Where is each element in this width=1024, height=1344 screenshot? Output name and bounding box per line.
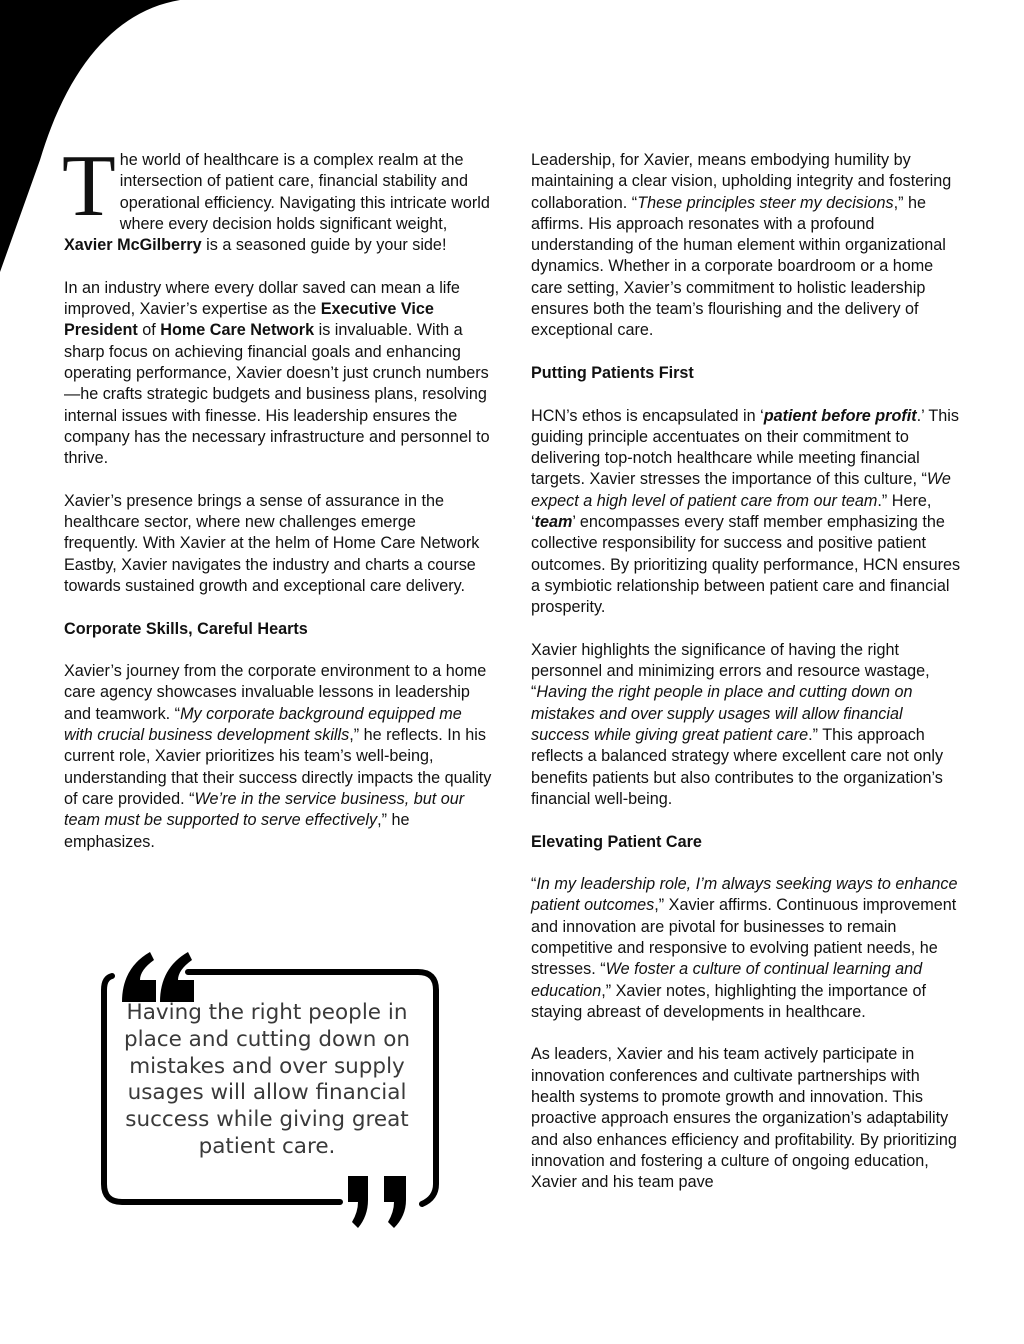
paragraph: “In my leadership role, I’m always seeking ways to enhance patient outcomes,” Xavier affirms. Continuous improvement and innovation are pivotal for businesses to remain competitive and responsive to evolving patient needs, he stresses. “We foster a culture of continual learning and education,” Xavier notes, highlighting the importance of staying abreast of developments in healthcare.: [531, 875, 958, 1021]
job-title: Executive Vice President: [64, 300, 434, 340]
paragraph: Xavier highlights the significance of having the right personnel and minimizing errors and resource wastage, “Having the right people in place and cutting down on mistakes and over supply usages will allow financial success while giving great patient care.” This approach reflects a balanced strategy where excellent care not only benefits patients but also contributes to the organization’s financial well-being.: [531, 640, 944, 808]
section-heading: Putting Patients First: [531, 363, 694, 382]
paragraph: HCN’s ethos is encapsulated in ‘patient before profit.’ This guiding principle accentuates on their commitment to delivering top-notch healthcare while meeting financial targets. Xavier stresses the importance of this culture, “We expect a high level of patient care from our team.” Here, ‘team’ encompasses every staff member emphasizing the collective responsibility for success and positive patient outcomes. By prioritizing quality performance, HCN ensures a symbiotic relationship between patient care and financial prosperity.: [531, 406, 961, 617]
person-name: Xavier McGilberry: [64, 236, 202, 255]
section-heading: Elevating Patient Care: [531, 832, 702, 851]
paragraph: Leadership, for Xavier, means embodying humility by maintaining a clear vision, upholding integrity and fostering collaboration. “These principles steer my decisions,” he affirms. His approach resonates with a profound understanding of the human element within organizational dynamics. Whether in a corporate boardroom or a home care setting, Xavier’s commitment to holistic leadership ensures both the team’s flourishing and the delivery of exceptional care.: [531, 151, 952, 340]
paragraph: Xavier’s journey from the corporate environment to a home care agency showcases invaluable lessons in leadership and teamwork. “My corporate background equipped me with crucial business development skills,” he reflects. In his current role, Xavier prioritizes his team’s well-being, understanding that their success directly impacts the quality of care provided. “We’re in the service business, but our team must be supported to serve effectively,” he emphasizes.: [64, 662, 492, 851]
pull-quote-text: Having the right people in place and cutting down on mistakes and over supply usages will allow financial success while giving great patient care.: [124, 1000, 410, 1159]
open-quote-icon: [122, 952, 194, 1002]
drop-cap: T: [62, 138, 116, 235]
intro-paragraph: The world of healthcare is a complex realm at the intersection of patient care, financial stability and operational efficiency. Navigating this intricate world where every decision holds significant weight, Xavier McGilberry is a seasoned guide by your side!: [62, 138, 490, 255]
paragraph: In an industry where every dollar saved can mean a life improved, Xavier’s expertise as the Executive Vice President of Home Care Network is invaluable. With a sharp focus on achieving financial goals and enhancing operating performance, Xavier doesn’t just crunch numbers—he crafts strategic budgets and business plans, resolving internal issues with finesse. His leadership ensures the company has the necessary infrastructure and personnel to thrive.: [64, 278, 490, 468]
section-heading: Corporate Skills, Careful Hearts: [64, 619, 308, 638]
paragraph: As leaders, Xavier and his team actively participate in innovation conferences and cultivate partnerships with health systems to promote growth and innovation. This proactive approach ensures the organization’s adaptability and also enhances efficiency and profitability. By prioritizing innovation and fostering a culture of ongoing education, Xavier and his team pave: [531, 1045, 957, 1192]
close-quote-icon: [348, 1176, 406, 1228]
right-column: [531, 150, 961, 1215]
organization-name: Home Care Network: [160, 321, 315, 340]
left-column: [62, 138, 494, 874]
paragraph: Xavier’s presence brings a sense of assurance in the healthcare sector, where new challenges emerge frequently. With Xavier at the helm of Home Care Network Eastby, Xavier navigates the industry and charts a course towards sustained growth and exceptional care delivery.: [64, 491, 480, 595]
